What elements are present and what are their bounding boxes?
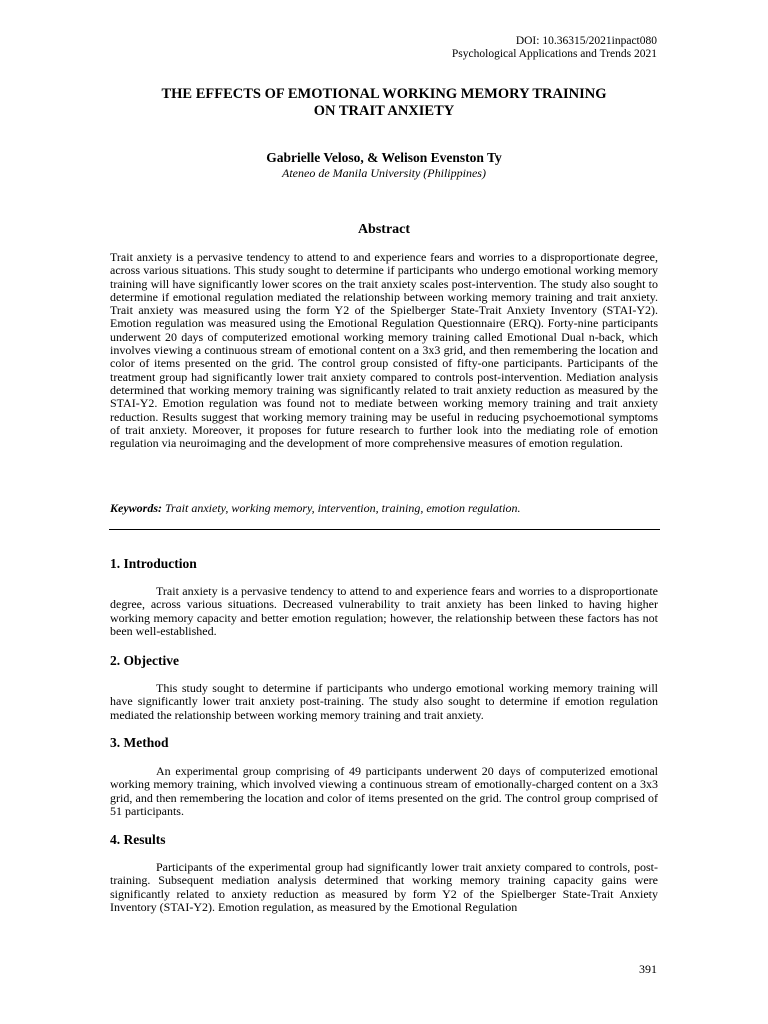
section-heading-introduction: 1. Introduction bbox=[110, 556, 197, 571]
section-heading-objective: 2. Objective bbox=[110, 653, 179, 668]
author-list: Gabrielle Veloso, & Welison Evenston Ty bbox=[266, 150, 502, 165]
running-header bbox=[452, 35, 657, 61]
section-divider bbox=[109, 529, 660, 530]
abstract-text: Trait anxiety is a pervasive tendency to attend to and experience fears and worries to a disproportionate degree, across various situations. This study sought to determine if participants who undergo emotional working memory training will have significantly lower scores on the trait anxiety scales post-intervention. The study also sought to determine if emotional regulation mediated the relationship between working memory training and trait anxiety. Trait anxiety was measured using the form Y2 of the Spielberger State-Trait Anxiety Inventory (STAI-Y2). Emotion regulation was measured using the Emotional Regulation Questionnaire (ERQ). Forty-nine participants underwent 20 days of computerized emotional working memory training called Emotional Dual n-back, which involves viewing a continuous stream of emotional content on a 3x3 grid, and then remembering the location and color of items presented on the grid. The control group consisted of fifty-one participants. Participants of the treatment group had significantly lower trait anxiety compared to controls post-intervention. Mediation analysis determined that working memory training was significantly related to trait anxiety reduction as measured by the STAI-Y2. Emotion regulation was found not to mediate between working memory training and trait anxiety reduction. Results suggest that working memory training may be useful in reducing psychoemotional symptoms of trait anxiety. Moreover, it proposes for future research to further look into the mediating role of emotion regulation via neuroimaging and the development of more comprehensive measures of emotion regulation. bbox=[110, 250, 658, 451]
results-text: Participants of the experimental group had significantly lower trait anxiety compared to controls, post-training. Subsequent mediation analysis determined that working memory training capacity gains were significantly related to anxiety reduction as measured by form Y2 of the Spielberger State-Trait Anxiety Inventory (STAI-Y2). Emotion regulation, as measured by the Emotional Regulation bbox=[110, 860, 658, 914]
doi-text: DOI: 10.36315/2021inpact080 bbox=[515, 35, 657, 47]
section-heading-results: 4. Results bbox=[110, 832, 166, 847]
journal-name: Psychological Applications and Trends 2021 bbox=[451, 48, 657, 60]
keywords-line bbox=[110, 502, 658, 515]
author-affiliation: Ateneo de Manila University (Philippines) bbox=[282, 166, 486, 180]
section-heading-method: 3. Method bbox=[110, 735, 169, 750]
paper-title-line-1: THE EFFECTS OF EMOTIONAL WORKING MEMORY TRAINING bbox=[161, 86, 607, 102]
abstract-heading: Abstract bbox=[357, 222, 411, 237]
paper-title bbox=[0, 86, 768, 120]
objective-text: This study sought to determine if participants who undergo emotional working memory training will have significantly lower trait anxiety post-training. The study also sought to determine if emotion regulation mediated the relationship between working memory training and trait anxiety. bbox=[110, 681, 658, 722]
method-text: An experimental group comprising of 49 participants underwent 20 days of computerized emotional working memory training, which involved viewing a continuous stream of emotionally-charged content on a 3x3 grid, and then remembering the location and color of items presented on the grid. The control group comprised of 51 participants. bbox=[110, 764, 658, 818]
page-number: 391 bbox=[639, 962, 657, 976]
paper-title-line-2: ON TRAIT ANXIETY bbox=[313, 103, 455, 119]
keywords-text: Trait anxiety, working memory, intervention, training, emotion regulation. bbox=[162, 501, 521, 515]
introduction-text: Trait anxiety is a pervasive tendency to attend to and experience fears and worries to a disproportionate degree, across various situations. Decreased vulnerability to trait anxiety has been linked to having higher working memory capacity and better emotion regulation; however, the relationship between these factors has not been well-established. bbox=[110, 584, 658, 638]
keywords-label: Keywords: bbox=[110, 501, 162, 515]
